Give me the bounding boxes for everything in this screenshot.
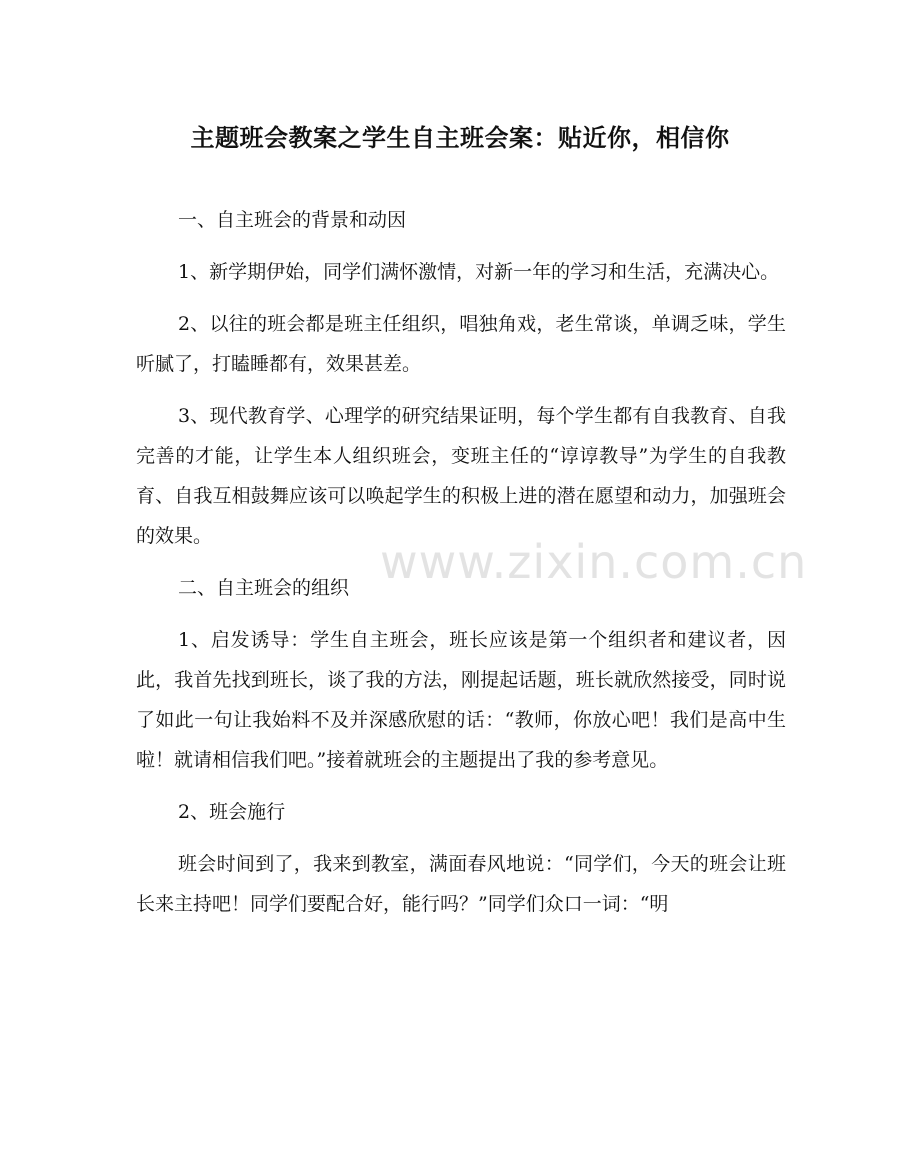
watermark: www.zixin.com.cn [380, 535, 808, 589]
paragraph: 1、启发诱导：学生自主班会，班长应该是第一个组织者和建议者，因此，我首先找到班长，谈了我的方法，刚提起话题，班长就欣然接受，同时说了如此一句让我始料不及并深感欣慰的话：“教师，你放心吧！我们是高中生啦！就请相信我们吧。”接着就班会的主题提出了我的参考意见。 [136, 629, 786, 771]
document-title: 主题班会教案之学生自主班会案：贴近你，相信你 [190, 123, 730, 152]
section-heading-background: 一、自主班会的背景和动因 [178, 209, 407, 231]
section-heading-organization: 二、自主班会的组织 [178, 577, 350, 599]
paragraph: 1、新学期伊始，同学们满怀激情，对新一年的学习和生活，充满决心。 [178, 261, 780, 283]
paragraph: 2、以往的班会都是班主任组织，唱独角戏，老生常谈，单调乏味，学生听腻了，打瞌睡都有，效果甚差。 [136, 313, 786, 375]
document-body [136, 200, 786, 936]
paragraph: 班会时间到了，我来到教室，满面春风地说：“同学们，今天的班会让班长来主持吧！同学们要配合好，能行吗？”同学们众口一词：“明 [136, 853, 786, 915]
subsection-heading: 2、班会施行 [178, 801, 286, 823]
paragraph: 3、现代教育学、心理学的研究结果证明，每个学生都有自我教育、自我完善的才能，让学生本人组织班会，变班主任的“谆谆教导”为学生的自我教育、自我互相鼓舞应该可以唤起学生的积极上进的潜在愿望和动力，加强班会的效果。 [136, 405, 786, 547]
